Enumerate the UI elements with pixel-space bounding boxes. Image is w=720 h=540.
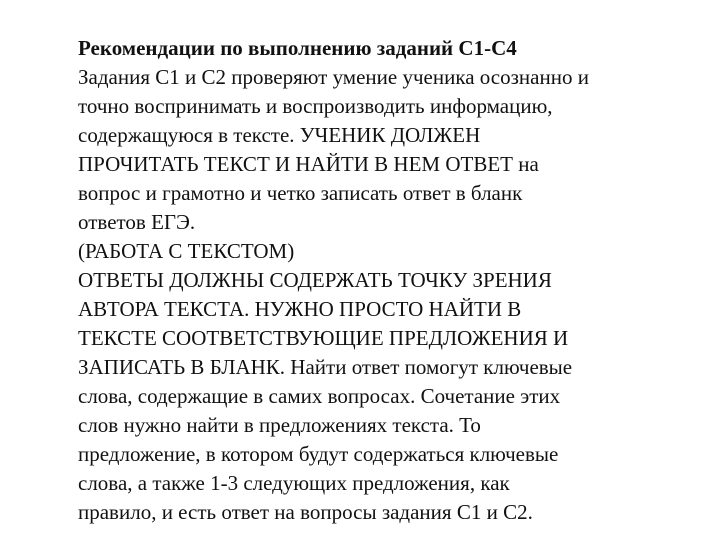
text-line: точно воспринимать и воспроизводить информацию,	[78, 94, 553, 118]
text-line: слов нужно найти в предложениях текста. То	[78, 413, 481, 437]
text-line: слова, а также 1-3 следующих предложения, как	[78, 471, 510, 495]
text-line: АВТОРА ТЕКСТА. НУЖНО ПРОСТО НАЙТИ В	[78, 297, 522, 321]
text-line: ЗАПИСАТЬ В БЛАНК. Найти ответ помогут ключевые	[78, 355, 573, 379]
text-line: ПРОЧИТАТЬ ТЕКСТ И НАЙТИ В НЕМ ОТВЕТ на	[78, 152, 539, 176]
document-title: Рекомендации по выполнению заданий С1-С4	[78, 36, 517, 60]
text-line: слова, содержащие в самих вопросах. Сочетание этих	[78, 384, 561, 408]
document-page	[78, 34, 678, 527]
text-line: ТЕКСТЕ СООТВЕТСТВУЮЩИЕ ПРЕДЛОЖЕНИЯ И	[78, 326, 569, 350]
text-line: содержащуюся в тексте. УЧЕНИК ДОЛЖЕН	[78, 123, 481, 147]
text-line: предложение, в котором будут содержаться ключевые	[78, 442, 559, 466]
text-line: правило, и есть ответ на вопросы задания С1 и С2.	[78, 500, 533, 524]
text-line: (РАБОТА С ТЕКСТОМ)	[78, 239, 295, 263]
text-line: ответов ЕГЭ.	[78, 210, 196, 234]
text-line: вопрос и грамотно и четко записать ответ в бланк	[78, 181, 523, 205]
text-line: Задания С1 и С2 проверяют умение ученика осознанно и	[78, 65, 589, 89]
text-line: ОТВЕТЫ ДОЛЖНЫ СОДЕРЖАТЬ ТОЧКУ ЗРЕНИЯ	[78, 268, 552, 292]
